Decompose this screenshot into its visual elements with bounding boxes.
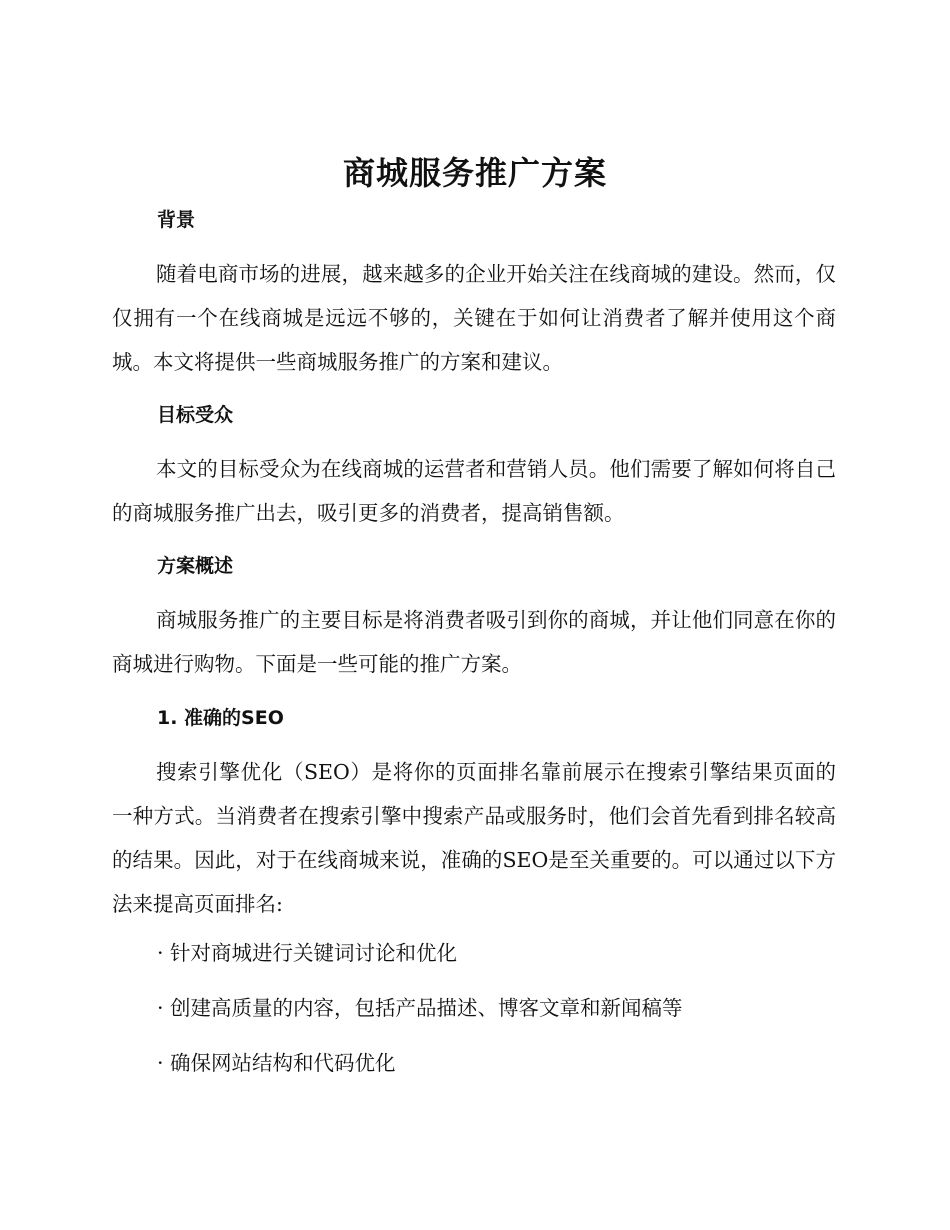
heading-background: 背景 — [157, 209, 196, 231]
list-item: · 针对商城进行关键词讨论和优化 — [157, 941, 458, 965]
document-title: 商城服务推广方案 — [342, 154, 607, 192]
heading-audience: 目标受众 — [157, 404, 234, 426]
heading-overview: 方案概述 — [157, 555, 234, 577]
paragraph-background: 随着电商市场的进展，越来越多的企业开始关注在线商城的建设。然而，仅仅拥有一个在线商城是远远不够的，关键在于如何让消费者了解并使用这个商城。本文将提供一些商城服务推广的方案和建议。 — [112, 262, 836, 374]
paragraph-seo: 搜索引擎优化（SEO）是将你的页面排名靠前展示在搜索引擎结果页面的一种方式。当消费者在搜索引擎中搜索产品或服务时，他们会首先看到排名较高的结果。因此，对于在线商城来说，准确的SEO是至关重要的。可以通过以下方法来提高页面排名: — [112, 760, 836, 916]
list-item: · 创建高质量的内容，包括产品描述、博客文章和新闻稿等 — [157, 996, 683, 1020]
paragraph-audience: 本文的目标受众为在线商城的运营者和营销人员。他们需要了解如何将自己的商城服务推广出去，吸引更多的消费者，提高销售额。 — [112, 457, 836, 525]
list-item: · 确保网站结构和代码优化 — [157, 1051, 396, 1075]
heading-seo: 1. 准确的SEO — [157, 707, 284, 729]
paragraph-overview: 商城服务推广的主要目标是将消费者吸引到你的商城，并让他们同意在你的商城进行购物。下面是一些可能的推广方案。 — [112, 608, 836, 676]
